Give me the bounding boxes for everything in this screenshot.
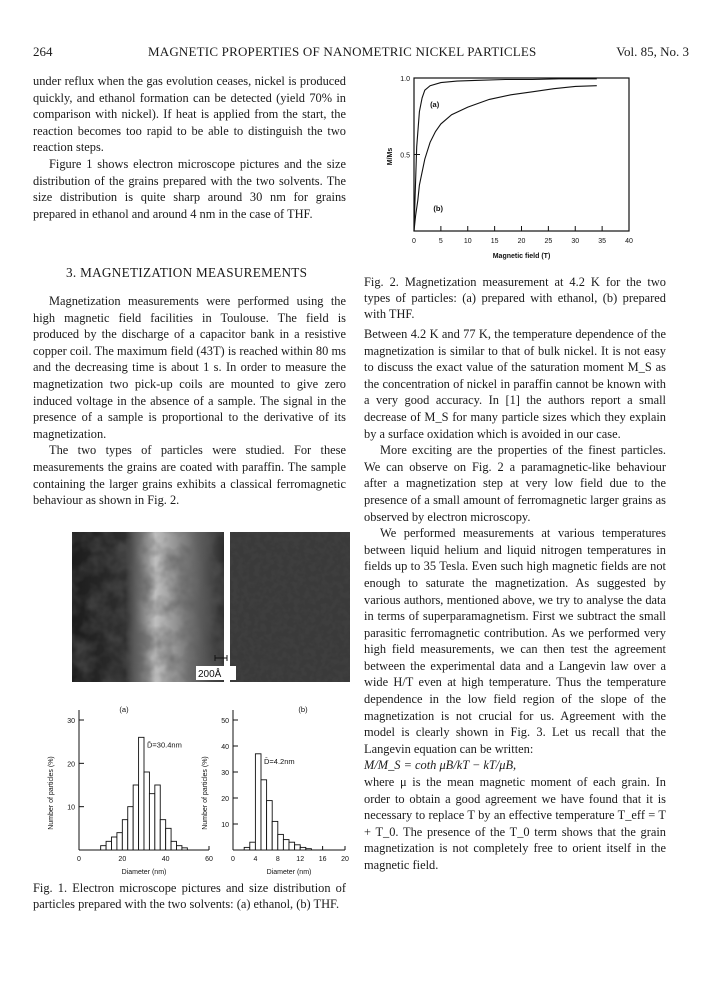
- histogram-bar: [306, 849, 312, 850]
- size-distribution-histograms: [33, 690, 353, 876]
- langevin-equation: M/M_S = coth μB/kT − kT/μB,: [364, 758, 517, 773]
- histogram-bar: [171, 841, 176, 850]
- page-header: [33, 44, 689, 64]
- x-tick-label: 15: [490, 238, 499, 245]
- histogram-bar: [155, 785, 160, 850]
- series-label: (a): [430, 99, 440, 109]
- mean-diameter-annotation: D̄=4.2nm: [264, 756, 295, 766]
- y-axis-label: Number of particles (%): [48, 756, 55, 830]
- running-title: MAGNETIC PROPERTIES OF NANOMETRIC NICKEL PARTICLES: [148, 44, 537, 59]
- x-axis-label: Diameter (nm): [121, 869, 167, 876]
- x-tick-label: 0: [231, 856, 235, 863]
- histogram-bar: [261, 780, 267, 850]
- y-axis-label: Number of particles (%): [202, 756, 209, 830]
- y-tick-label: 30: [221, 770, 229, 777]
- plot-frame: [414, 78, 629, 231]
- paragraph: Figure 1 shows electron microscope pictures and the size distribution of the grains prepared with the two solvents. The size distribution is quite sharp around 30 nm for grains prepared in ethanol and around 4 nm in the case of THF.: [33, 156, 346, 221]
- x-tick-label: 5: [438, 238, 443, 245]
- x-tick-label: 0: [77, 856, 81, 863]
- y-tick-label: 50: [221, 718, 229, 725]
- histogram-bar: [255, 754, 261, 850]
- mean-diameter-annotation: D̄=30.4nm: [147, 740, 182, 750]
- x-tick-label: 8: [275, 856, 280, 863]
- series-label: (b): [433, 204, 443, 214]
- figure-1-caption: Fig. 1. Electron microscope pictures and size distribution of particles prepared with the two solvents: (a) ethanol, (b) THF.: [33, 881, 346, 911]
- x-tick-label: 35: [598, 238, 607, 245]
- x-tick-label: 0: [412, 238, 416, 245]
- y-axis-label: M/Ms: [387, 147, 394, 166]
- y-tick-label: 0.5: [400, 152, 410, 160]
- volume-label: Vol. 85, No. 3: [616, 44, 689, 59]
- x-axis-label: Diameter (nm): [266, 869, 312, 876]
- histogram-bar: [112, 837, 117, 850]
- left-column-intro: [33, 73, 346, 222]
- x-tick-label: 20: [118, 856, 127, 863]
- paragraph: We performed measurements at various temperatures between liquid helium and liquid nitrogen temperatures in fields up to 35 Tesla. Even such high magnetic fields are not enough to saturate the magnetization. As suggested by various authors, mentioned above, we try to analyse the data in terms of superparamagnetism. First we subtract the small parasitic ferromagnetic contribution. As we performed very high field measurements, we can then test the agreement between the experimental data and a Langevin law over a wide H/T even at high temperature. Thus the temperature dependence in the low field region of the slope of the magnetization is not crucial for us. Agreement with the model is clearly shown in Fig. 3. Let us recall that the Langevin equation can be written:: [364, 526, 666, 756]
- x-tick-label: 25: [544, 238, 553, 245]
- x-axis-label: Magnetic field (T): [492, 253, 551, 260]
- histogram-bar: [160, 820, 165, 850]
- panel-label: (a): [119, 705, 129, 714]
- histogram-bar: [278, 834, 284, 850]
- micrograph-thf: [230, 532, 350, 682]
- histogram-bar: [289, 842, 295, 850]
- histogram-bar: [267, 801, 273, 850]
- histogram-bar: [250, 842, 256, 850]
- histogram-bar: [117, 833, 122, 850]
- y-tick-label: 30: [67, 718, 75, 725]
- paragraph: under reflux when the gas evolution ceases, nickel is produced quickly, and ethanol formation can be detected (yield 70% in comparison with nickel). If heat is applied from the start, the reaction becomes too rapid to be able to distinguish the two reaction steps.: [33, 74, 346, 155]
- paragraph: More exciting are the properties of the finest particles. We can observe on Fig. 2 a paramagnetic-like behaviour after a magnetization step at very low field due to the presence of a small amount of ferromagnetic larger grains as observed by electron microscopy.: [364, 443, 666, 524]
- histogram-bar: [300, 847, 306, 850]
- paragraph: Magnetization measurements were performed using the high magnetic field facilities in Toulouse. The field is produced by the discharge of a capacitor bank in a resistive copper coil. The maximum field (43T) is reached within 80 ms and the decreasing time is about 1 s. In order to measure the magnetization two pick-up coils are mounted to give zero induced voltage in the absence of a sample. The signal in the presence of a sample is proportional to the derivative of its magnetization.: [33, 294, 346, 441]
- x-tick-label: 20: [341, 856, 349, 863]
- histogram-bar: [272, 821, 278, 850]
- histogram-bar: [182, 848, 187, 850]
- x-tick-label: 30: [571, 238, 580, 245]
- histogram-bar: [283, 840, 289, 850]
- x-tick-label: 10: [463, 238, 472, 245]
- x-tick-label: 60: [205, 856, 213, 863]
- electron-micrographs: [72, 532, 350, 682]
- magnetization-chart: [364, 66, 666, 266]
- histogram-bar: [122, 820, 127, 850]
- y-tick-label: 10: [67, 804, 75, 812]
- x-tick-label: 16: [318, 856, 327, 863]
- histogram-bar: [106, 841, 111, 850]
- y-tick-label: 10: [221, 822, 229, 829]
- histogram-bar: [133, 785, 138, 850]
- histogram-bar: [295, 845, 301, 850]
- section-title: 3. MAGNETIZATION MEASUREMENTS: [66, 265, 308, 280]
- x-tick-label: 20: [517, 238, 526, 245]
- left-column-body: [33, 293, 346, 509]
- micrograph-ethanol: [72, 532, 224, 682]
- right-column-body: [364, 326, 666, 874]
- histogram-bar: [177, 846, 182, 850]
- x-tick-label: 40: [625, 238, 633, 245]
- paragraph: The two types of particles were studied. For these measurements the grains are coated with paraffin. The sample containing the larger grains exhibits a classical ferromagnetic behaviour as shown in Fig. 2.: [33, 443, 346, 508]
- x-tick-label: 12: [296, 856, 305, 863]
- histogram-bar: [101, 846, 106, 850]
- y-tick-label: 20: [221, 796, 229, 803]
- histogram-bar: [166, 828, 171, 850]
- y-tick-label: 1.0: [400, 76, 410, 83]
- y-tick-label: 40: [221, 744, 229, 751]
- x-tick-label: 4: [253, 856, 258, 863]
- paragraph: where μ is the mean magnetic moment of each grain. In order to obtain a good agreement we have found that it is necessary to replace T by an effective temperature T_eff = T + T_0. The presence of the T_0 term shows that the grain magnetization is not completely free to orient itself in the magnetic field.: [364, 775, 666, 872]
- histogram-bar: [144, 772, 149, 850]
- scale-label: 200Å: [198, 669, 222, 680]
- paragraph: Between 4.2 K and 77 K, the temperature dependence of the magnetization is similar to that of bulk nickel. It is not easy to discuss the exact value of the saturation moment M_S as the concentration of nickel in paraffin cannot be known with a very good accuracy. In [1] the authors report a small decrease of M_S for many particle sizes which they explain by a surface oxidation which is avoided in our case.: [364, 327, 666, 441]
- figure-2-caption: Fig. 2. Magnetization measurement at 4.2 K for the two types of particles: (a) prepared with ethanol, (b) prepared with THF.: [364, 275, 666, 321]
- x-tick-label: 40: [161, 856, 170, 863]
- histogram-bar: [139, 737, 144, 850]
- histogram-bar: [244, 847, 250, 850]
- y-tick-label: 20: [67, 761, 75, 769]
- page-number: 264: [33, 44, 53, 59]
- histogram-bar: [128, 807, 133, 850]
- panel-label: (b): [298, 705, 308, 714]
- histogram-bar: [149, 794, 154, 850]
